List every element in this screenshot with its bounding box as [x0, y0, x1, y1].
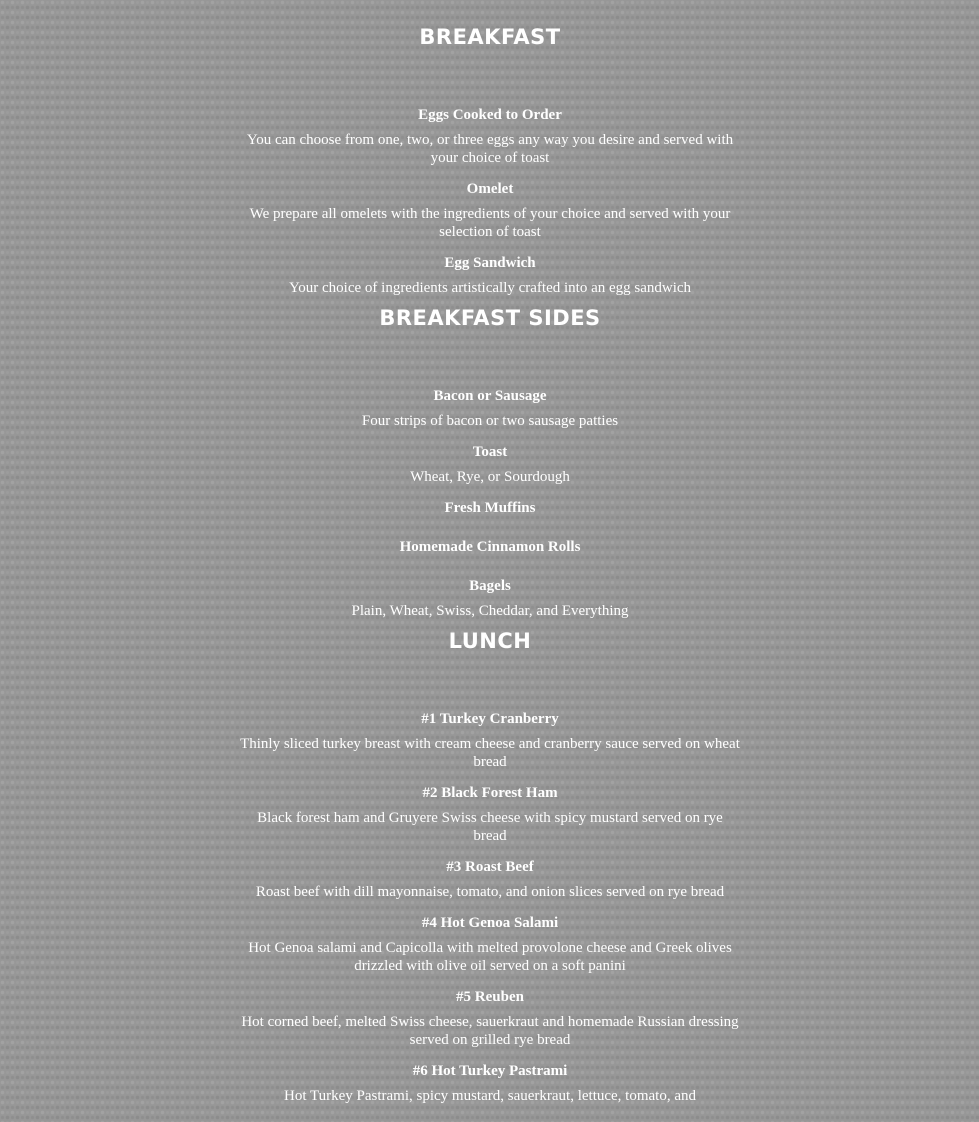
section-title-breakfast: BREAKFAST: [419, 25, 561, 49]
menu-item: [240, 988, 740, 1049]
item-name: #3 Roast Beef: [446, 859, 534, 875]
item-description: Black forest ham and Gruyere Swiss cheese with spicy mustard served on rye bread: [257, 810, 723, 844]
item-name: #1 Turkey Cranberry: [421, 711, 559, 727]
item-description: We prepare all omelets with the ingredients of your choice and served with your selection of toast: [249, 206, 731, 240]
lunch-section: [240, 629, 740, 1105]
section-title-lunch: LUNCH: [448, 629, 532, 653]
menu-content: [240, 0, 740, 1118]
breakfast-sides-section: [240, 306, 740, 620]
menu-item: [240, 180, 740, 241]
section-title-breakfast-sides: BREAKFAST SIDES: [379, 306, 601, 330]
menu-item: [240, 443, 740, 486]
item-name: Omelet: [466, 181, 514, 197]
menu-item: [240, 106, 740, 167]
item-description: Plain, Wheat, Swiss, Cheddar, and Everything: [351, 603, 629, 619]
item-name: #4 Hot Genoa Salami: [421, 915, 559, 931]
menu-item: [240, 710, 740, 771]
menu-item: [240, 538, 740, 556]
item-description: Wheat, Rye, or Sourdough: [410, 469, 570, 485]
item-name: Fresh Muffins: [444, 500, 536, 516]
item-description: You can choose from one, two, or three eggs any way you desire and served with your choice of toast: [246, 132, 734, 166]
item-name: Homemade Cinnamon Rolls: [399, 539, 581, 555]
item-description: Thinly sliced turkey breast with cream cheese and cranberry sauce served on wheat bread: [240, 736, 740, 770]
item-name: #6 Hot Turkey Pastrami: [412, 1063, 568, 1079]
item-name: #2 Black Forest Ham: [422, 785, 558, 801]
menu-item: [240, 387, 740, 430]
menu-item: [240, 499, 740, 517]
breakfast-section: [240, 0, 740, 297]
item-description: Roast beef with dill mayonnaise, tomato, and onion slices served on rye bread: [255, 884, 725, 900]
item-name: Bacon or Sausage: [433, 388, 547, 404]
menu-item: [240, 914, 740, 975]
item-description: Four strips of bacon or two sausage patties: [361, 413, 619, 429]
menu-item: [240, 784, 740, 845]
item-description: Hot corned beef, melted Swiss cheese, sauerkraut and homemade Russian dressing served on grilled rye bread: [241, 1014, 739, 1048]
item-name: Toast: [472, 444, 508, 460]
menu-item: [240, 1062, 740, 1105]
item-name: Bagels: [469, 578, 511, 594]
menu-item: [240, 254, 740, 297]
item-name: #5 Reuben: [456, 989, 524, 1005]
item-description: Hot Turkey Pastrami, spicy mustard, sauerkraut, lettuce, tomato, and: [283, 1088, 696, 1104]
item-description: Your choice of ingredients artistically crafted into an egg sandwich: [288, 280, 692, 296]
item-name: Eggs Cooked to Order: [418, 107, 562, 123]
menu-item: [240, 858, 740, 901]
menu-item: [240, 577, 740, 620]
item-name: Egg Sandwich: [444, 255, 536, 271]
item-description: Hot Genoa salami and Capicolla with melted provolone cheese and Greek olives drizzled with olive oil served on a soft panini: [248, 940, 732, 974]
